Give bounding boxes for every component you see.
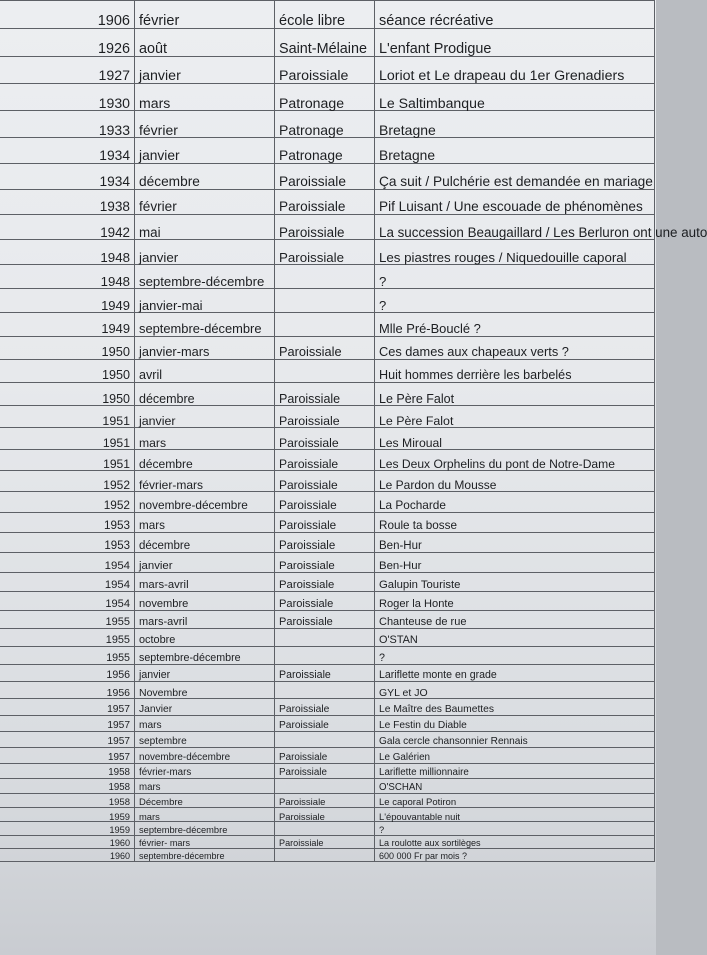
month-cell: août <box>135 29 275 57</box>
table-row <box>0 808 655 822</box>
month-cell: Décembre <box>135 794 275 808</box>
year-cell: 1957 <box>0 732 135 748</box>
venue-cell: école libre <box>275 1 375 29</box>
month-cell: février-mars <box>135 471 275 492</box>
month-cell: février <box>135 111 275 138</box>
month-cell: décembre <box>135 164 275 190</box>
month-cell: février- mars <box>135 836 275 849</box>
year-cell: 1954 <box>0 553 135 573</box>
table-row <box>0 57 655 84</box>
month-cell: janvier <box>135 57 275 84</box>
month-cell: novembre-décembre <box>135 492 275 513</box>
title-cell: 600 000 Fr par mois ? <box>375 849 655 862</box>
title-cell: Le Père Falot <box>375 383 655 406</box>
month-cell: mars <box>135 428 275 450</box>
venue-cell: Paroissiale <box>275 592 375 611</box>
title-cell: ? <box>375 647 655 665</box>
year-cell: 1951 <box>0 406 135 428</box>
month-cell: septembre-décembre <box>135 822 275 836</box>
venue-cell: Paroissiale <box>275 164 375 190</box>
venue-cell <box>275 647 375 665</box>
venue-cell: Patronage <box>275 111 375 138</box>
venue-cell: Paroissiale <box>275 533 375 553</box>
month-cell: octobre <box>135 629 275 647</box>
venue-cell <box>275 849 375 862</box>
venue-cell <box>275 289 375 313</box>
month-cell: mars <box>135 808 275 822</box>
year-cell: 1954 <box>0 592 135 611</box>
title-cell: La Pocharde <box>375 492 655 513</box>
table-row <box>0 471 655 492</box>
title-cell: Bretagne <box>375 111 655 138</box>
title-cell: Le Maître des Baumettes <box>375 699 655 716</box>
month-cell: février <box>135 190 275 215</box>
year-cell: 1951 <box>0 428 135 450</box>
year-cell: 1955 <box>0 611 135 629</box>
table-row <box>0 611 655 629</box>
title-cell: Lariflette monte en grade <box>375 665 655 682</box>
venue-cell <box>275 732 375 748</box>
month-cell: septembre-décembre <box>135 849 275 862</box>
table-row <box>0 492 655 513</box>
title-cell: séance récréative <box>375 1 655 29</box>
year-cell: 1953 <box>0 533 135 553</box>
table-row <box>0 265 655 289</box>
month-cell: Novembre <box>135 682 275 699</box>
venue-cell: Paroissiale <box>275 57 375 84</box>
venue-cell: Paroissiale <box>275 450 375 471</box>
table-row <box>0 592 655 611</box>
month-cell: janvier <box>135 406 275 428</box>
table-row <box>0 573 655 592</box>
year-cell: 1950 <box>0 337 135 360</box>
year-cell: 1927 <box>0 57 135 84</box>
venue-cell: Paroissiale <box>275 240 375 265</box>
title-cell: Pif Luisant / Une escouade de phénomènes <box>375 190 655 215</box>
table-row <box>0 84 655 111</box>
month-cell: mars <box>135 513 275 533</box>
venue-cell: Paroissiale <box>275 764 375 779</box>
table-row <box>0 716 655 732</box>
title-cell: Chanteuse de rue <box>375 611 655 629</box>
year-cell: 1926 <box>0 29 135 57</box>
table-row <box>0 764 655 779</box>
year-cell: 1958 <box>0 764 135 779</box>
month-cell: janvier-mai <box>135 289 275 313</box>
table-row <box>0 794 655 808</box>
table-row <box>0 289 655 313</box>
venue-cell: Paroissiale <box>275 513 375 533</box>
title-cell: Le Saltimbanque <box>375 84 655 111</box>
table-row <box>0 682 655 699</box>
venue-cell: Paroissiale <box>275 471 375 492</box>
title-cell: GYL et JO <box>375 682 655 699</box>
title-cell: Ça suit / Pulchérie est demandée en mariage <box>375 164 655 190</box>
title-cell: Ces dames aux chapeaux verts ? <box>375 337 655 360</box>
table-row <box>0 513 655 533</box>
year-cell: 1949 <box>0 313 135 337</box>
table-row <box>0 836 655 849</box>
title-cell: Les Miroual <box>375 428 655 450</box>
month-cell: janvier <box>135 138 275 164</box>
year-cell: 1960 <box>0 849 135 862</box>
title-cell: Roger la Honte <box>375 592 655 611</box>
year-cell: 1952 <box>0 471 135 492</box>
venue-cell: Paroissiale <box>275 665 375 682</box>
venue-cell: Patronage <box>275 84 375 111</box>
year-cell: 1934 <box>0 164 135 190</box>
title-cell: O'SCHAN <box>375 779 655 794</box>
table-row <box>0 29 655 57</box>
venue-cell: Paroissiale <box>275 492 375 513</box>
title-cell: Le Père Falot <box>375 406 655 428</box>
month-cell: septembre-décembre <box>135 265 275 289</box>
title-cell: La succession Beaugaillard / Les Berluron ont une auto <box>375 215 655 240</box>
year-cell: 1957 <box>0 716 135 732</box>
year-cell: 1960 <box>0 836 135 849</box>
year-cell: 1957 <box>0 748 135 764</box>
year-cell: 1955 <box>0 629 135 647</box>
venue-cell: Paroissiale <box>275 406 375 428</box>
month-cell: novembre-décembre <box>135 748 275 764</box>
month-cell: janvier-mars <box>135 337 275 360</box>
venue-cell: Paroissiale <box>275 383 375 406</box>
month-cell: Janvier <box>135 699 275 716</box>
table-row <box>0 822 655 836</box>
table-row <box>0 138 655 164</box>
title-cell: Lariflette millionnaire <box>375 764 655 779</box>
year-cell: 1954 <box>0 573 135 592</box>
table-row <box>0 533 655 553</box>
table-row <box>0 629 655 647</box>
venue-cell: Paroissiale <box>275 836 375 849</box>
table-row <box>0 647 655 665</box>
table-row <box>0 748 655 764</box>
table-row <box>0 383 655 406</box>
year-cell: 1958 <box>0 779 135 794</box>
title-cell: Huit hommes derrière les barbelés <box>375 360 655 383</box>
table-row <box>0 699 655 716</box>
year-cell: 1934 <box>0 138 135 164</box>
title-cell: Loriot et Le drapeau du 1er Grenadiers <box>375 57 655 84</box>
title-cell: Les piastres rouges / Niquedouille caporal <box>375 240 655 265</box>
table-row <box>0 1 655 29</box>
table-row <box>0 190 655 215</box>
table-row <box>0 428 655 450</box>
year-cell: 1959 <box>0 822 135 836</box>
table-row <box>0 849 655 862</box>
title-cell: Le Pardon du Mousse <box>375 471 655 492</box>
venue-cell <box>275 629 375 647</box>
venue-cell: Patronage <box>275 138 375 164</box>
title-cell: ? <box>375 822 655 836</box>
month-cell: décembre <box>135 533 275 553</box>
year-cell: 1938 <box>0 190 135 215</box>
month-cell: avril <box>135 360 275 383</box>
table-row <box>0 732 655 748</box>
venue-cell: Paroissiale <box>275 215 375 240</box>
venue-cell <box>275 779 375 794</box>
month-cell: mars <box>135 84 275 111</box>
title-cell: ? <box>375 289 655 313</box>
table-row <box>0 665 655 682</box>
venue-cell: Paroissiale <box>275 553 375 573</box>
year-cell: 1957 <box>0 699 135 716</box>
venue-cell <box>275 265 375 289</box>
venue-cell: Paroissiale <box>275 337 375 360</box>
month-cell: décembre <box>135 450 275 471</box>
month-cell: septembre <box>135 732 275 748</box>
title-cell: ? <box>375 265 655 289</box>
title-cell: Le Galérien <box>375 748 655 764</box>
title-cell: Le caporal Potiron <box>375 794 655 808</box>
year-cell: 1956 <box>0 665 135 682</box>
title-cell: Ben-Hur <box>375 533 655 553</box>
year-cell: 1942 <box>0 215 135 240</box>
table-row <box>0 360 655 383</box>
title-cell: Bretagne <box>375 138 655 164</box>
year-cell: 1906 <box>0 1 135 29</box>
table-row <box>0 450 655 471</box>
year-cell: 1949 <box>0 289 135 313</box>
venue-cell: Paroissiale <box>275 428 375 450</box>
month-cell: novembre <box>135 592 275 611</box>
year-cell: 1933 <box>0 111 135 138</box>
title-cell: Le Festin du Diable <box>375 716 655 732</box>
year-cell: 1955 <box>0 647 135 665</box>
year-cell: 1948 <box>0 265 135 289</box>
venue-cell <box>275 313 375 337</box>
month-cell: janvier <box>135 240 275 265</box>
month-cell: mars <box>135 716 275 732</box>
venue-cell: Saint-Mélaine <box>275 29 375 57</box>
table-row <box>0 313 655 337</box>
year-cell: 1950 <box>0 383 135 406</box>
title-cell: Ben-Hur <box>375 553 655 573</box>
month-cell: mai <box>135 215 275 240</box>
title-cell: Galupin Touriste <box>375 573 655 592</box>
month-cell: janvier <box>135 665 275 682</box>
month-cell: janvier <box>135 553 275 573</box>
venue-cell: Paroissiale <box>275 794 375 808</box>
table-row <box>0 553 655 573</box>
table-row <box>0 215 655 240</box>
title-cell: L'enfant Prodigue <box>375 29 655 57</box>
month-cell: février <box>135 1 275 29</box>
venue-cell <box>275 822 375 836</box>
venue-cell: Paroissiale <box>275 611 375 629</box>
year-cell: 1948 <box>0 240 135 265</box>
month-cell: mars-avril <box>135 573 275 592</box>
year-cell: 1950 <box>0 360 135 383</box>
table-row <box>0 240 655 265</box>
title-cell: Mlle Pré-Bouclé ? <box>375 313 655 337</box>
month-cell: décembre <box>135 383 275 406</box>
title-cell: Gala cercle chansonnier Rennais <box>375 732 655 748</box>
table-row <box>0 406 655 428</box>
year-cell: 1951 <box>0 450 135 471</box>
table-row <box>0 164 655 190</box>
table-row <box>0 779 655 794</box>
title-cell: O'STAN <box>375 629 655 647</box>
venue-cell: Paroissiale <box>275 748 375 764</box>
venue-cell: Paroissiale <box>275 716 375 732</box>
title-cell: Les Deux Orphelins du pont de Notre-Dame <box>375 450 655 471</box>
month-cell: septembre-décembre <box>135 647 275 665</box>
title-cell: Roule ta bosse <box>375 513 655 533</box>
table-row <box>0 337 655 360</box>
table-row <box>0 111 655 138</box>
month-cell: septembre-décembre <box>135 313 275 337</box>
venue-cell: Paroissiale <box>275 699 375 716</box>
month-cell: mars-avril <box>135 611 275 629</box>
title-cell: La roulotte aux sortilèges <box>375 836 655 849</box>
venue-cell: Paroissiale <box>275 808 375 822</box>
year-cell: 1930 <box>0 84 135 111</box>
year-cell: 1956 <box>0 682 135 699</box>
venue-cell: Paroissiale <box>275 573 375 592</box>
year-cell: 1952 <box>0 492 135 513</box>
year-cell: 1958 <box>0 794 135 808</box>
title-cell: L'épouvantable nuit <box>375 808 655 822</box>
month-cell: février-mars <box>135 764 275 779</box>
venue-cell: Paroissiale <box>275 190 375 215</box>
year-cell: 1953 <box>0 513 135 533</box>
venue-cell <box>275 682 375 699</box>
month-cell: mars <box>135 779 275 794</box>
venue-cell <box>275 360 375 383</box>
year-cell: 1959 <box>0 808 135 822</box>
